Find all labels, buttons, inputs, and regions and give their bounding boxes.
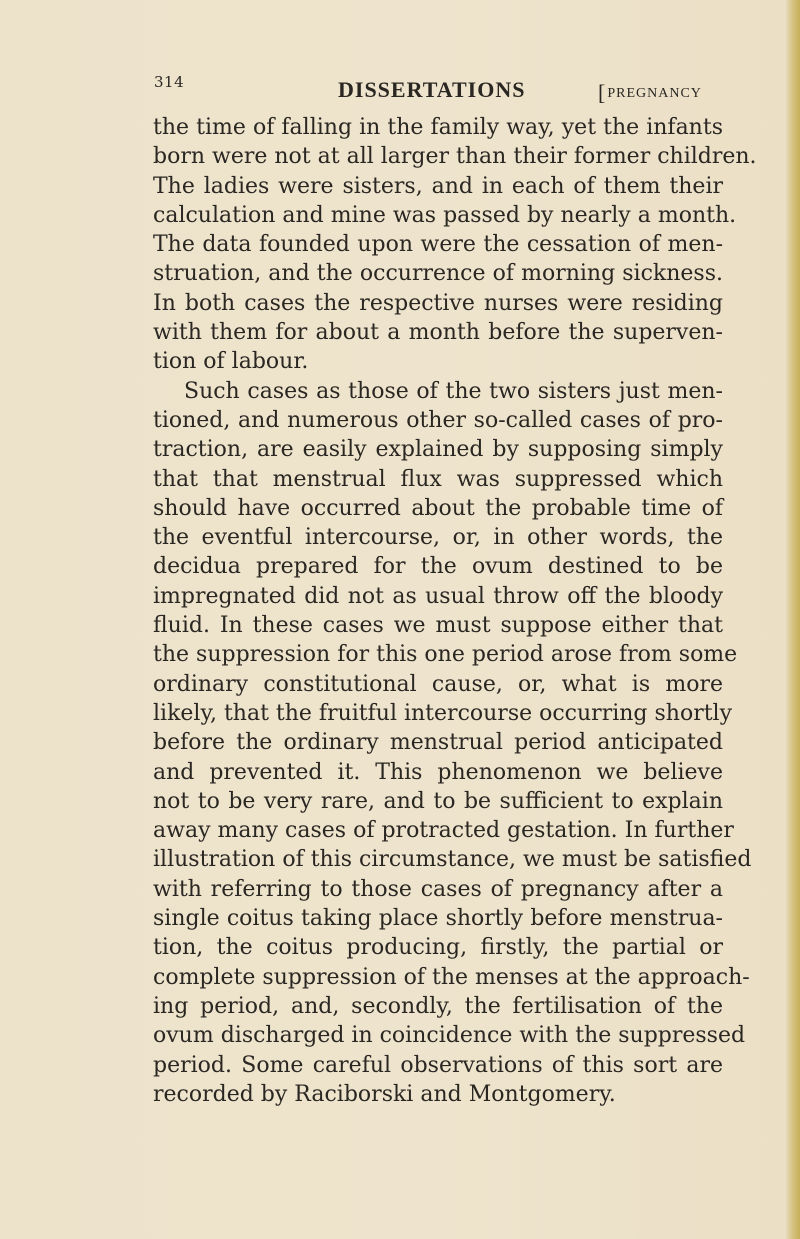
text-line: with them for about a month before the superven- bbox=[153, 320, 723, 346]
text-line: and prevented it. This phenomenon we believe bbox=[153, 759, 723, 785]
text-line: impregnated did not as usual throw off the bloody bbox=[153, 583, 723, 609]
page-number: 314 bbox=[154, 73, 185, 91]
text-line: In both cases the respective nurses were residing bbox=[153, 290, 723, 316]
text-line: complete suppression of the menses at the approach- bbox=[153, 964, 750, 990]
text-line: struation, and the occurrence of morning sickness. bbox=[153, 261, 723, 287]
text-line: the suppression for this one period arose from some bbox=[153, 642, 738, 668]
section-tag: [ PREGNANCY bbox=[598, 80, 702, 106]
text-line: period. Some careful observations of this sort are bbox=[153, 1052, 723, 1078]
running-header bbox=[154, 73, 714, 103]
text-line: born were not at all larger than their former children. bbox=[153, 144, 757, 170]
text-line: Such cases as those of the two sisters just men- bbox=[184, 378, 723, 404]
text-line: fluid. In these cases we must suppose either that bbox=[153, 613, 723, 639]
page-edge bbox=[786, 0, 800, 1239]
paragraph-2 bbox=[153, 377, 752, 1109]
text-line: that that menstrual flux was suppressed which bbox=[153, 466, 723, 492]
running-title: DISSERTATIONS bbox=[338, 77, 526, 102]
text-line: the eventful intercourse, or, in other words, the bbox=[153, 525, 723, 551]
text-line: away many cases of protracted gestation. In further bbox=[153, 818, 734, 844]
body-text bbox=[153, 113, 757, 1109]
text-line: ing period, and, secondly, the fertilisation of the bbox=[153, 993, 723, 1019]
paragraph-1 bbox=[153, 113, 757, 377]
text-line: The data founded upon were the cessation of men- bbox=[153, 232, 723, 258]
text-line: The ladies were sisters, and in each of them their bbox=[153, 173, 723, 199]
text-line: illustration of this circumstance, we must be satisfied bbox=[153, 847, 752, 873]
text-line: decidua prepared for the ovum destined to be bbox=[153, 554, 723, 580]
text-line: single coitus taking place shortly before menstrua- bbox=[153, 906, 723, 932]
text-line: should have occurred about the probable time of bbox=[153, 495, 723, 521]
text-line: tioned, and numerous other so-called cases of pro- bbox=[153, 407, 723, 433]
text-line: ordinary constitutional cause, or, what is more bbox=[153, 671, 723, 697]
text-line: tion, the coitus producing, firstly, the partial or bbox=[153, 935, 723, 961]
text-line: calculation and mine was passed by nearly a month. bbox=[153, 202, 737, 228]
text-line: tion of labour. bbox=[153, 349, 309, 375]
text-line: traction, are easily explained by supposing simply bbox=[153, 437, 723, 463]
text-line: likely, that the fruitful intercourse occurring shortly bbox=[153, 700, 733, 726]
text-line: the time of falling in the family way, yet the infants bbox=[153, 115, 723, 140]
text-line: recorded by Raciborski and Montgomery. bbox=[153, 1081, 616, 1107]
text-line: before the ordinary menstrual period anticipated bbox=[153, 730, 723, 756]
text-line: with referring to those cases of pregnancy after a bbox=[153, 876, 723, 902]
text-line: ovum discharged in coincidence with the suppressed bbox=[153, 1023, 746, 1049]
text-line: not to be very rare, and to be sufficient to explain bbox=[153, 788, 723, 814]
